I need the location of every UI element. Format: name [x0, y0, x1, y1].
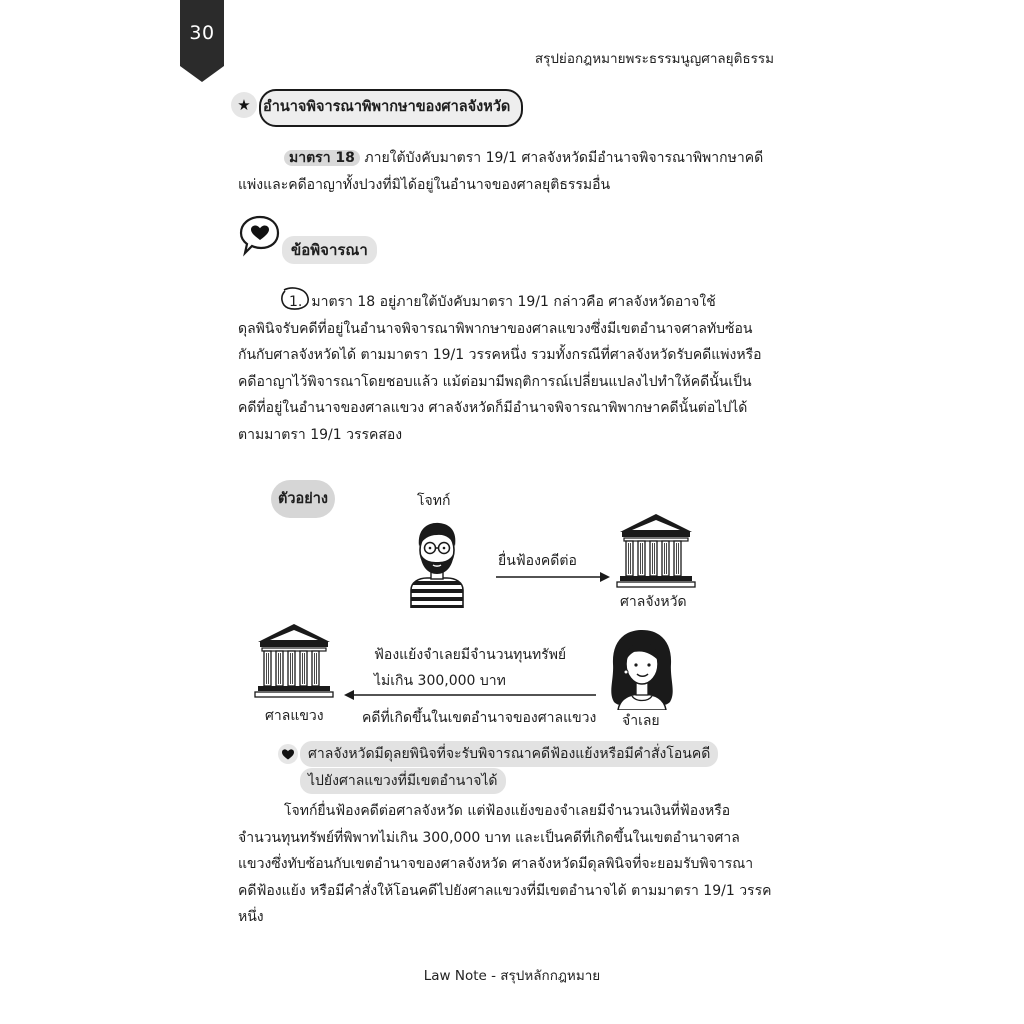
plaintiff-label: โจทก์ — [417, 493, 451, 509]
heart-icon — [277, 744, 299, 768]
item-number-badge — [284, 289, 307, 316]
article-paragraph — [238, 145, 768, 198]
plaintiff-arrow-label: ยื่นฟ้องคดีต่อ — [498, 553, 577, 569]
counterclaim-line-2: ไม่เกิน 300,000 บาท — [374, 673, 506, 689]
example-label: ตัวอย่าง — [271, 480, 335, 518]
defendant-woman-icon — [604, 628, 680, 714]
conclusion-paragraph — [238, 798, 772, 931]
arrow-left-icon — [344, 688, 596, 702]
district-note: คดีที่เกิดขึ้นในเขตอำนาจของศาลแขวง — [362, 710, 597, 726]
consideration-line-3: กันกับศาลจังหวัดได้ ตามมาตรา 19/1 วรรคหนึ่ง รวมทั้งกรณีที่ศาลจังหวัดรับคดีแพ่งหรือ — [238, 347, 762, 363]
section-title: อำนาจพิจารณาพิพากษาของศาลจังหวัด — [263, 99, 511, 115]
conclusion-para-line-4: คดีฟ้องแย้ง หรือมีคำสั่งให้โอนคดีไปยังศาลแขวงที่มีเขตอำนาจได้ ตามมาตรา 19/1 วรรค — [238, 882, 772, 899]
page-number: 30 — [189, 22, 215, 44]
district-court-label: ศาลแขวง — [265, 708, 324, 724]
provincial-court-label: ศาลจังหวัด — [620, 594, 687, 610]
page-number-tab — [180, 0, 224, 82]
consideration-line-6: ตามมาตรา 19/1 วรรคสอง — [238, 426, 403, 443]
consideration-line-5: คดีที่อยู่ในอำนาจของศาลแขวง ศาลจังหวัดก็มีอำนาจพิจารณาพิพากษาคดีนั้นต่อไปได้ — [238, 400, 748, 416]
conclusion-para-line-2: จำนวนทุนทรัพย์ที่พิพาทไม่เกิน 300,000 บาท และเป็นคดีที่เกิดขึ้นในเขตอำนาจศาล — [238, 829, 740, 846]
article-line-2: แพ่งและคดีอาญาทั้งปวงที่มิได้อยู่ในอำนาจของศาลยุติธรรมอื่น — [238, 176, 611, 193]
counterclaim-line-1: ฟ้องแย้งจำเลยมีจำนวนทุนทรัพย์ — [374, 647, 567, 663]
consideration-line-2: ดุลพินิจรับคดีที่อยู่ในอำนาจพิจารณาพิพากษาของศาลแขวงซึ่งมีเขตอำนาจศาลทับซ้อน — [238, 320, 753, 337]
article-label: มาตรา 18 — [284, 150, 360, 166]
article-line-1 — [238, 145, 768, 172]
consideration-line-1 — [238, 289, 768, 316]
conclusion-line-2: ไปยังศาลแขวงที่มีเขตอำนาจได้ — [300, 768, 506, 794]
conclusion-para-line-5: หนึ่ง — [238, 909, 264, 925]
arrow-right-icon — [496, 570, 611, 584]
star-icon: ★ — [231, 92, 257, 118]
consideration-text-1: มาตรา 18 อยู่ภายใต้บังคับมาตรา 19/1 กล่าวคือ ศาลจังหวัดอาจใช้ — [311, 294, 716, 310]
running-header: สรุปย่อกฎหมายพระธรรมนูญศาลยุติธรรม — [534, 51, 774, 67]
page-footer: Law Note - สรุปหลักกฎหมาย — [423, 968, 601, 984]
conclusion-line-1: ศาลจังหวัดมีดุลยพินิจที่จะรับพิจารณาคดีฟ้องแย้งหรือมีคำสั่งโอนคดี — [300, 741, 718, 767]
item-number: 1. — [289, 294, 303, 310]
heart-speech-bubble-icon — [238, 213, 282, 261]
district-courthouse-icon — [254, 622, 334, 702]
plaintiff-man-icon — [405, 518, 469, 612]
conclusion-para-line-3: แขวงซึ่งทับซ้อนกับเขตอำนาจของศาลจังหวัด ศาลจังหวัดมีดุลพินิจที่จะยอมรับพิจารณา — [238, 856, 754, 872]
consideration-line-4: คดีอาญาไว้พิจารณาโดยชอบแล้ว แม้ต่อมามีพฤติการณ์เปลี่ยนแปลงไปทำให้คดีนั้นเป็น — [238, 373, 752, 390]
provincial-courthouse-icon — [616, 512, 696, 592]
defendant-label: จำเลย — [622, 713, 660, 729]
conclusion-para-line-1: โจทก์ยื่นฟ้องคดีต่อศาลจังหวัด แต่ฟ้องแย้งของจำเลยมีจำนวนเงินที่ฟ้องหรือ — [284, 803, 731, 819]
consideration-paragraph — [238, 289, 768, 448]
consideration-title: ข้อพิจารณา — [282, 236, 377, 264]
article-text-1: ภายใต้บังคับมาตรา 19/1 ศาลจังหวัดมีอำนาจพิจารณาพิพากษาคดี — [364, 150, 764, 166]
